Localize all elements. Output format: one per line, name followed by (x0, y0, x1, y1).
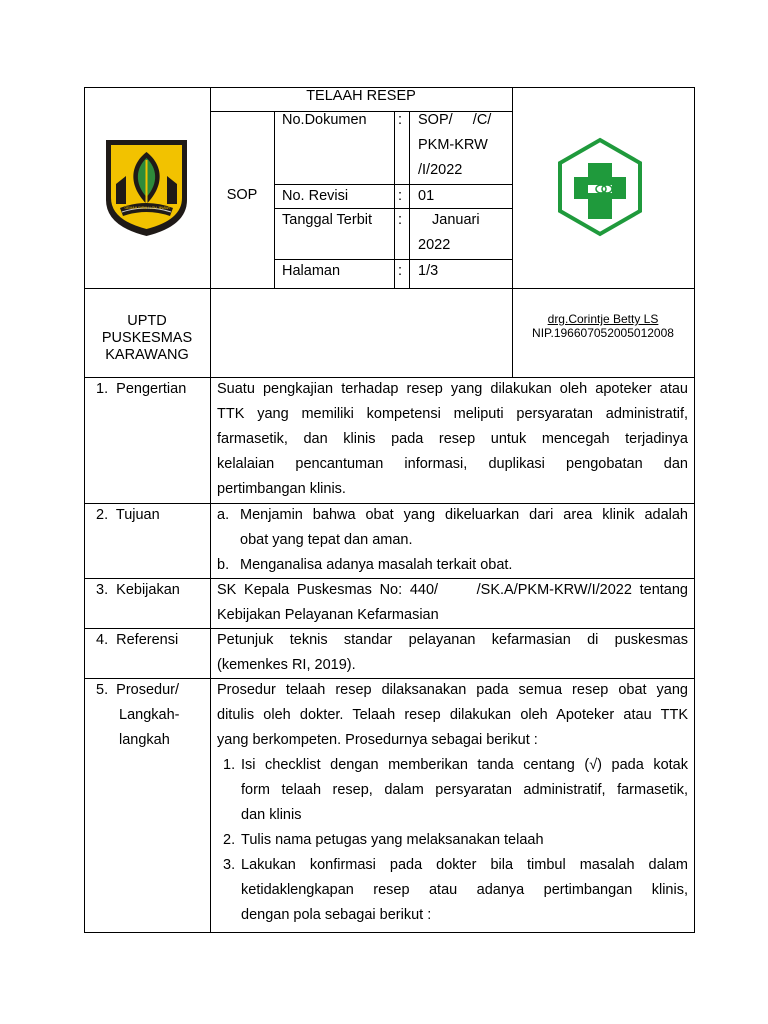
no-dokumen-colon: : (398, 112, 403, 128)
crest-motto: GEMAH RIPAH LOH JINAWI (124, 206, 170, 210)
section-label-tujuan: 2. Tujuan (96, 507, 160, 523)
kebijakan-line: Kebijakan Pelayanan Kefarmasian (217, 607, 439, 623)
sop-label: SOP (226, 187, 258, 203)
signer-name: drg.Corintje Betty LS (547, 312, 659, 326)
section-label-prosedur: langkah (119, 732, 170, 748)
tujuan-marker: a. (217, 507, 230, 523)
signer-nip: NIP.196607052005012008 (532, 326, 674, 340)
rule (694, 87, 695, 932)
halaman-label: Halaman (282, 263, 341, 279)
halaman-colon: : (398, 263, 403, 279)
no-revisi-label: No. Revisi (282, 188, 349, 204)
puskesmas-logo (555, 137, 645, 237)
tanggal-terbit-value: 2022 (418, 237, 451, 253)
no-dokumen-value: /I/2022 (418, 162, 463, 178)
step-marker: 3. (223, 857, 236, 873)
org-line: PUSKESMAS (101, 330, 193, 346)
rule (274, 111, 275, 288)
pengertian-line: pertimbangan klinis. (217, 481, 346, 497)
tujuan-line: obat yang tepat dan aman. (240, 532, 413, 548)
tanggal-terbit-value: Januari (432, 212, 480, 228)
rule (84, 932, 695, 933)
tanggal-terbit-label: Tanggal Terbit (282, 212, 373, 228)
section-label-prosedur: 5. Prosedur/ (96, 682, 180, 698)
step-line: dengan pola sebagai berikut : (241, 907, 432, 923)
section-label-kebijakan: 3. Kebijakan (96, 582, 180, 598)
no-dokumen-value: SOP/ /C/ (418, 112, 492, 128)
halaman-value: 1/3 (418, 263, 439, 279)
rule (409, 111, 410, 288)
step-marker: 1. (223, 757, 236, 773)
rule (394, 111, 395, 288)
no-revisi-value: 01 (418, 188, 435, 204)
rule (84, 87, 85, 932)
tanggal-terbit-colon: : (398, 212, 403, 228)
referensi-line: (kemenkes RI, 2019). (217, 657, 356, 673)
tujuan-line: Menganalisa adanya masalah terkait obat. (240, 557, 513, 573)
section-label-referensi: 4. Referensi (96, 632, 179, 648)
step-line: dan klinis (241, 807, 302, 823)
org-line: KARAWANG (105, 347, 189, 363)
step-line: ketidaklengkapan resep atau adanya pertimbangan klinis, (241, 882, 688, 898)
no-dokumen-label: No.Dokumen (282, 112, 367, 128)
step-line: Tulis nama petugas yang melaksanakan telaah (241, 832, 544, 848)
section-label-pengertian: 1. Pengertian (96, 381, 187, 397)
pengertian-line: farmasetik, dan klinis pada resep untuk mencegah terjadinya (217, 431, 688, 447)
section-label-prosedur: Langkah- (119, 707, 180, 723)
step-line: Lakukan konfirmasi pada dokter bila timbul masalah dalam (241, 857, 688, 873)
kebijakan-line: SK Kepala Puskesmas No: 440/ /SK.A/PKM-KRW/I/2022 tentang (217, 582, 688, 598)
rule (210, 87, 211, 932)
step-line: form telaah resep, dalam persyaratan administratif, farmasetik, (241, 782, 688, 798)
pengertian-line: kelalaian pencantuman informasi, duplikasi pengobatan dan (217, 456, 688, 472)
rule (84, 288, 695, 289)
step-marker: 2. (223, 832, 236, 848)
referensi-line: Petunjuk teknis standar pelayanan kefarmasian di puskesmas (217, 632, 688, 648)
karawang-crest-logo (104, 138, 189, 238)
prosedur-intro-line: yang berkompeten. Prosedurnya sebagai berikut : (217, 732, 538, 748)
tujuan-line: Menjamin bahwa obat yang dikeluarkan dari area klinik adalah (240, 507, 688, 523)
pengertian-line: TTK yang memiliki kompetensi meliputi persyaratan administratif, (217, 406, 688, 422)
document-title: TELAAH RESEP (306, 88, 416, 104)
no-revisi-colon: : (398, 188, 403, 204)
org-line: UPTD (127, 313, 167, 329)
step-line: Isi checklist dengan memberikan tanda centang (√) pada kotak (241, 757, 688, 773)
prosedur-intro-line: Prosedur telaah resep dilaksanakan pada semua resep obat yang (217, 682, 688, 698)
tujuan-marker: b. (217, 557, 230, 573)
pengertian-line: Suatu pengkajian terhadap resep yang dilakukan oleh apoteker atau (217, 381, 688, 397)
org-name (84, 313, 210, 364)
no-dokumen-value: PKM-KRW (418, 137, 488, 153)
prosedur-intro-line: ditulis oleh dokter. Telaah resep dilakukan oleh Apoteker atau TTK (217, 707, 688, 723)
